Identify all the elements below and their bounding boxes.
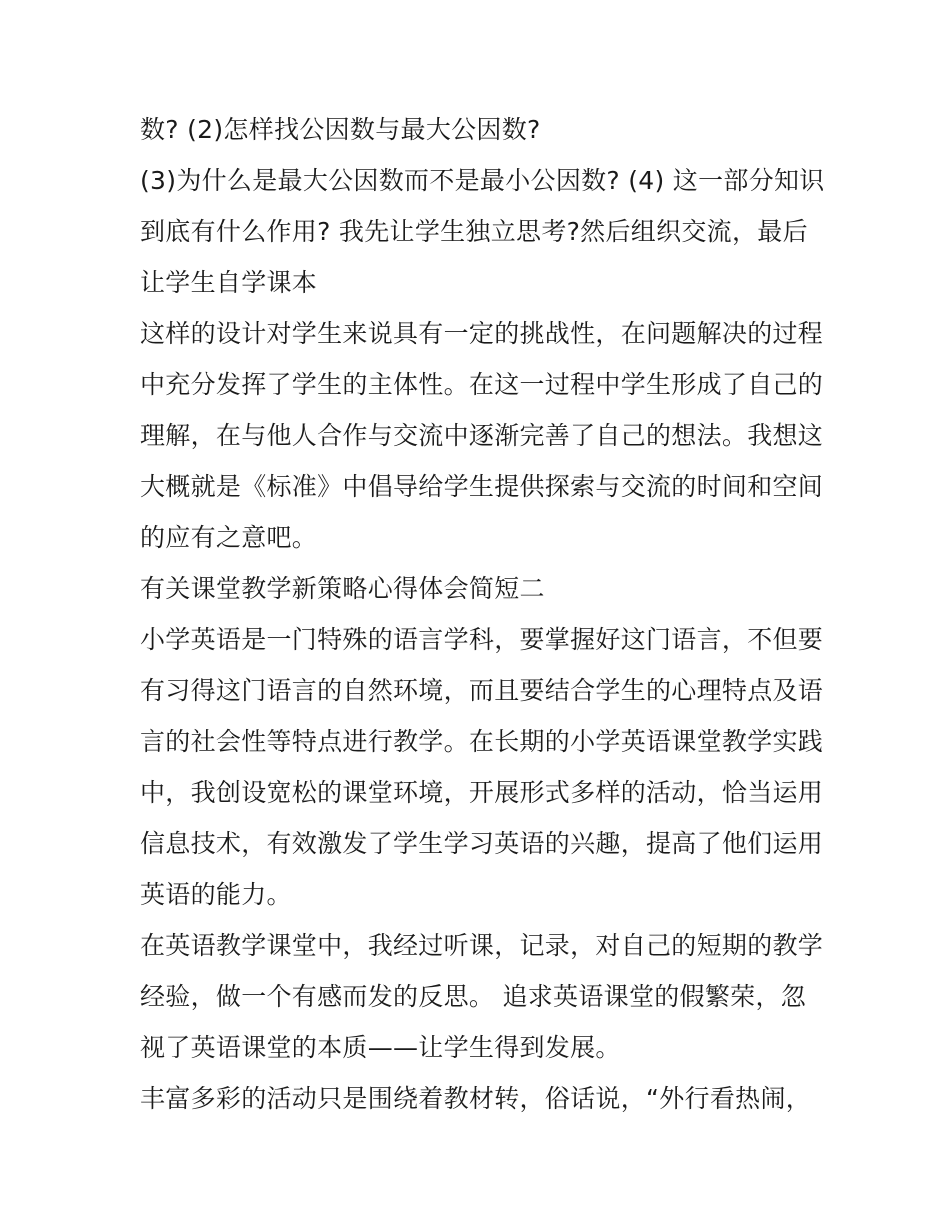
text-line: 在英语教学课堂中，我经过听课，记录，对自己的短期的教学 xyxy=(140,931,824,960)
text-line: (3)为什么是最大公因数而不是最小公因数? (4) 这一部分知识 xyxy=(140,166,825,195)
text-line: 中，我创设宽松的课堂环境，开展形式多样的活动，恰当运用 xyxy=(140,778,824,807)
text-line: 小学英语是一门特殊的语言学科，要掌握好这门语言，不但要 xyxy=(140,625,824,654)
text-line: 经验，做一个有感而发的反思。 追求英语课堂的假繁荣，忽 xyxy=(140,982,807,1011)
text-line: 大概就是《标准》中倡导给学生提供探索与交流的时间和空间 xyxy=(140,472,824,501)
text-line: 这样的设计对学生来说具有一定的挑战性，在问题解决的过程 xyxy=(140,319,824,348)
text-line: 数? (2)怎样找公因数与最大公因数? xyxy=(140,115,541,144)
section-heading: 有关课堂教学新策略心得体会简短二 xyxy=(140,574,545,603)
text-line: 视了英语课堂的本质——让学生得到发展。 xyxy=(140,1033,621,1062)
text-line: 理解，在与他人合作与交流中逐渐完善了自己的想法。我想这 xyxy=(140,421,824,450)
text-line: 英语的能力。 xyxy=(140,880,292,909)
text-line: 让学生自学课本 xyxy=(140,268,318,297)
text-line: 言的社会性等特点进行教学。在长期的小学英语课堂教学实践 xyxy=(140,727,824,756)
text-line: 到底有什么作用? 我先让学生独立思考?然后组织交流，最后 xyxy=(140,217,808,246)
text-line: 有习得这门语言的自然环境，而且要结合学生的心理特点及语 xyxy=(140,676,824,705)
text-line: 中充分发挥了学生的主体性。在这一过程中学生形成了自己的 xyxy=(140,370,824,399)
text-line: 信息技术，有效激发了学生学习英语的兴趣，提高了他们运用 xyxy=(140,829,824,858)
text-line: 丰富多彩的活动只是围绕着教材转，俗话说，“外行看热闹， xyxy=(140,1084,812,1113)
text-line: 的应有之意吧。 xyxy=(140,523,318,552)
